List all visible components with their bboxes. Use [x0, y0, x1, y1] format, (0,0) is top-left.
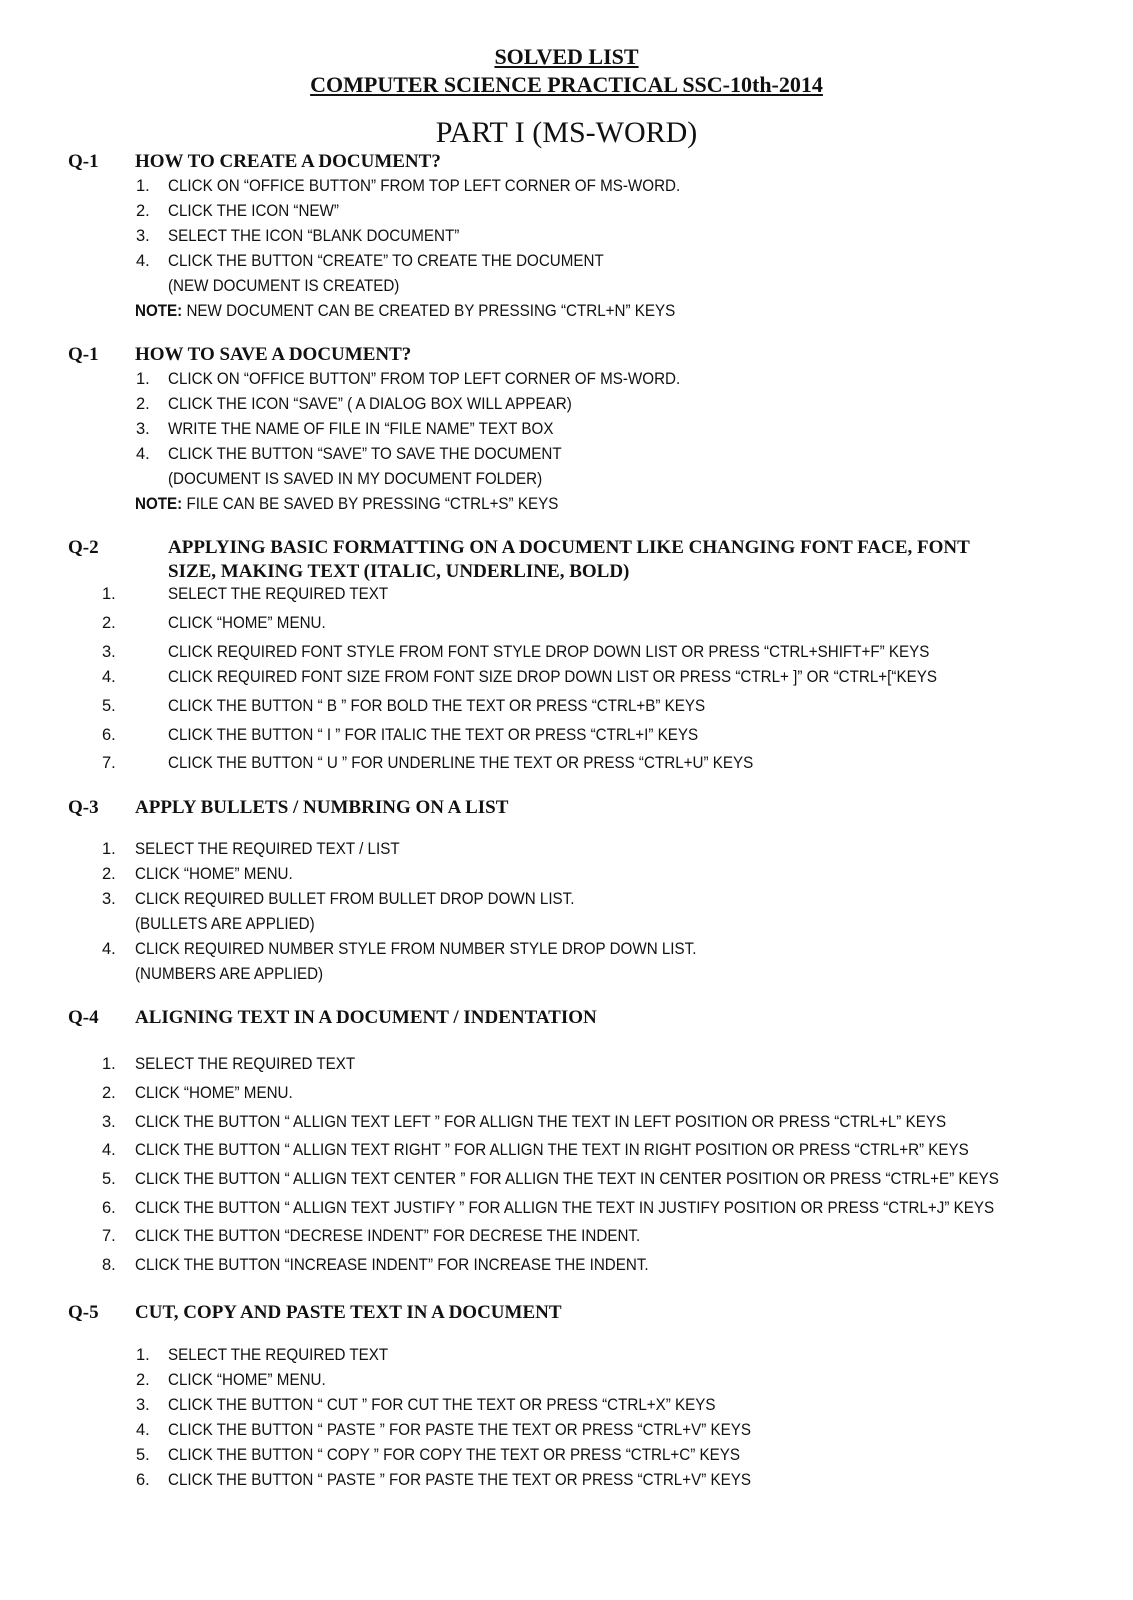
item-number: 2. [136, 1371, 150, 1389]
list-item-sub: (NEW DOCUMENT IS CREATED) [168, 277, 400, 295]
question-title: HOW TO CREATE A DOCUMENT? [135, 151, 441, 172]
question-number: Q-4 [68, 1007, 99, 1028]
item-number: 6. [102, 726, 116, 744]
item-number: 2. [102, 1084, 116, 1102]
list-item: CLICK THE BUTTON “ COPY ” FOR COPY THE TEXT OR PRESS “CTRL+C” KEYS [168, 1446, 741, 1464]
item-number: 3. [136, 420, 150, 438]
list-item: CLICK THE BUTTON “ ALLIGN TEXT RIGHT ” FOR ALLIGN THE TEXT IN RIGHT POSITION OR PRESS “CTRL+R” KEYS [135, 1141, 969, 1159]
item-number: 1. [102, 585, 116, 603]
item-number: 2. [136, 202, 150, 220]
item-number: 4. [102, 1141, 116, 1159]
list-item: CLICK THE BUTTON “ ALLIGN TEXT LEFT ” FOR ALLIGN THE TEXT IN LEFT POSITION OR PRESS “CTRL+L” KEYS [135, 1113, 947, 1131]
list-item: CLICK REQUIRED FONT STYLE FROM FONT STYLE DROP DOWN LIST OR PRESS “CTRL+SHIFT+F” KEYS [168, 643, 930, 661]
list-item: CLICK THE BUTTON “ B ” FOR BOLD THE TEXT OR PRESS “CTRL+B” KEYS [168, 697, 706, 715]
list-item: CLICK THE BUTTON “INCREASE INDENT” FOR INCREASE THE INDENT. [135, 1256, 649, 1274]
item-number: 4. [136, 252, 150, 270]
note [135, 300, 675, 322]
list-item: SELECT THE REQUIRED TEXT [168, 1346, 389, 1364]
note-label: NOTE: [135, 495, 183, 513]
question-number: Q-2 [68, 537, 99, 558]
list-item: CLICK REQUIRED FONT SIZE FROM FONT SIZE DROP DOWN LIST OR PRESS “CTRL+ ]” OR “CTRL+[“KEYS [168, 668, 937, 686]
list-item: CLICK THE BUTTON “DECRESE INDENT” FOR DECRESE THE INDENT. [135, 1227, 641, 1245]
list-item: CLICK THE BUTTON “SAVE” TO SAVE THE DOCUMENT [168, 445, 562, 463]
question-title: HOW TO SAVE A DOCUMENT? [135, 344, 412, 365]
item-number: 4. [102, 668, 116, 686]
list-item: CLICK “HOME” MENU. [135, 1084, 293, 1102]
list-item: CLICK THE BUTTON “ PASTE ” FOR PASTE THE TEXT OR PRESS “CTRL+V” KEYS [168, 1471, 752, 1489]
note [135, 493, 558, 515]
list-item: CLICK REQUIRED NUMBER STYLE FROM NUMBER STYLE DROP DOWN LIST. [135, 940, 697, 958]
list-item: CLICK THE BUTTON “ CUT ” FOR CUT THE TEXT OR PRESS “CTRL+X” KEYS [168, 1396, 716, 1414]
item-number: 2. [102, 865, 116, 883]
list-item: CLICK THE BUTTON “ ALLIGN TEXT JUSTIFY ” FOR ALLIGN THE TEXT IN JUSTIFY POSITION OR PRESS “CTRL+J” KEYS [135, 1199, 995, 1217]
item-number: 3. [136, 227, 150, 245]
question-number: Q-5 [68, 1302, 99, 1323]
list-item: SELECT THE REQUIRED TEXT [135, 1055, 356, 1073]
part-title: PART I (MS-WORD) [435, 116, 698, 149]
list-item: CLICK REQUIRED BULLET FROM BULLET DROP DOWN LIST. [135, 890, 575, 908]
list-item: SELECT THE REQUIRED TEXT / LIST [135, 840, 400, 858]
question-title: APPLY BULLETS / NUMBRING ON A LIST [135, 797, 509, 818]
item-number: 4. [136, 1421, 150, 1439]
list-item-sub: (NUMBERS ARE APPLIED) [135, 965, 324, 983]
document-title: SOLVED LIST [494, 44, 639, 69]
list-item-sub: (BULLETS ARE APPLIED) [135, 915, 315, 933]
item-number: 5. [102, 697, 116, 715]
item-number: 3. [102, 890, 116, 908]
item-number: 1. [102, 840, 116, 858]
item-number: 3. [102, 1113, 116, 1131]
list-item: CLICK THE ICON “SAVE” ( A DIALOG BOX WILL APPEAR) [168, 395, 572, 413]
note-label: NOTE: [135, 302, 183, 320]
item-number: 2. [136, 395, 150, 413]
item-number: 3. [136, 1396, 150, 1414]
question-title-cont: SIZE, MAKING TEXT (ITALIC, UNDERLINE, BOLD) [168, 561, 630, 582]
question-number: Q-1 [68, 344, 99, 365]
item-number: 1. [102, 1055, 116, 1073]
list-item: WRITE THE NAME OF FILE IN “FILE NAME” TEXT BOX [168, 420, 554, 438]
item-number: 4. [136, 445, 150, 463]
list-item: CLICK ON “OFFICE BUTTON” FROM TOP LEFT CORNER OF MS-WORD. [168, 177, 681, 195]
list-item: CLICK THE BUTTON “ I ” FOR ITALIC THE TEXT OR PRESS “CTRL+I” KEYS [168, 726, 699, 744]
item-number: 2. [102, 614, 116, 632]
item-number: 5. [102, 1170, 116, 1188]
list-item: CLICK ON “OFFICE BUTTON” FROM TOP LEFT CORNER OF MS-WORD. [168, 370, 681, 388]
question-number: Q-1 [68, 151, 99, 172]
list-item: CLICK THE BUTTON “CREATE” TO CREATE THE DOCUMENT [168, 252, 604, 270]
item-number: 6. [136, 1471, 150, 1489]
item-number: 1. [136, 370, 150, 388]
item-number: 5. [136, 1446, 150, 1464]
list-item: SELECT THE REQUIRED TEXT [168, 585, 389, 603]
note-text: FILE CAN BE SAVED BY PRESSING “CTRL+S” KEYS [182, 495, 559, 513]
list-item: CLICK THE BUTTON “ PASTE ” FOR PASTE THE TEXT OR PRESS “CTRL+V” KEYS [168, 1421, 752, 1439]
list-item-sub: (DOCUMENT IS SAVED IN MY DOCUMENT FOLDER) [168, 470, 543, 488]
list-item: SELECT THE ICON “BLANK DOCUMENT” [168, 227, 460, 245]
list-item: CLICK THE BUTTON “ ALLIGN TEXT CENTER ” FOR ALLIGN THE TEXT IN CENTER POSITION OR PRESS “CTRL+E” KEYS [135, 1170, 999, 1188]
document-subtitle: COMPUTER SCIENCE PRACTICAL SSC-10th-2014 [310, 72, 823, 97]
question-title: CUT, COPY AND PASTE TEXT IN A DOCUMENT [135, 1302, 562, 1323]
question-title: APPLYING BASIC FORMATTING ON A DOCUMENT LIKE CHANGING FONT FACE, FONT [168, 537, 970, 558]
list-item: CLICK THE BUTTON “ U ” FOR UNDERLINE THE TEXT OR PRESS “CTRL+U” KEYS [168, 754, 754, 772]
list-item: CLICK “HOME” MENU. [168, 1371, 326, 1389]
item-number: 1. [136, 177, 150, 195]
item-number: 7. [102, 754, 116, 772]
question-title: ALIGNING TEXT IN A DOCUMENT / INDENTATION [135, 1007, 597, 1028]
list-item: CLICK “HOME” MENU. [135, 865, 293, 883]
question-number: Q-3 [68, 797, 99, 818]
item-number: 7. [102, 1227, 116, 1245]
item-number: 1. [136, 1346, 150, 1364]
list-item: CLICK “HOME” MENU. [168, 614, 326, 632]
note-text: NEW DOCUMENT CAN BE CREATED BY PRESSING “CTRL+N” KEYS [182, 302, 676, 320]
item-number: 3. [102, 643, 116, 661]
item-number: 6. [102, 1199, 116, 1217]
list-item: CLICK THE ICON “NEW” [168, 202, 339, 220]
item-number: 4. [102, 940, 116, 958]
item-number: 8. [102, 1256, 116, 1274]
